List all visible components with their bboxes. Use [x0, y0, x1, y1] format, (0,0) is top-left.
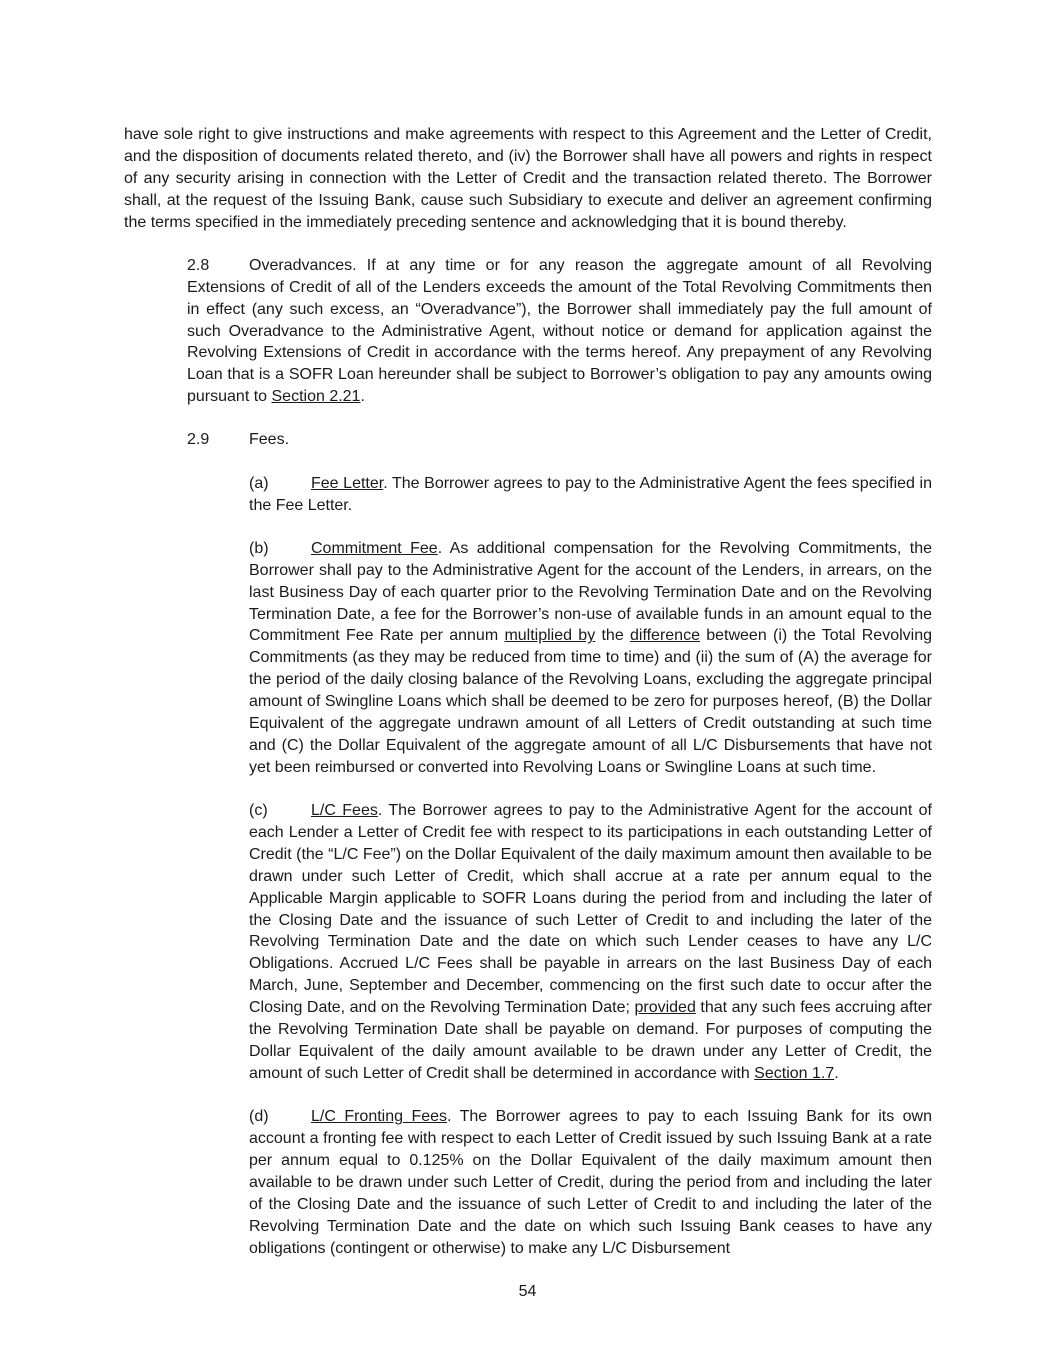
multiplied-by-term: multiplied by	[504, 627, 596, 645]
subsection-d-paragraph	[124, 1106, 932, 1259]
subsection-number: (d)	[249, 1108, 269, 1126]
section-2-21-reference: Section 2.21	[271, 388, 361, 406]
subsection-a-paragraph	[124, 473, 932, 517]
difference-term: difference	[629, 627, 700, 645]
subsection-c-paragraph	[124, 800, 932, 1085]
section-text-end: .	[360, 388, 365, 406]
subsection-text: . The Borrower agrees to pay to the Administrative Agent for the account of each Lender a Letter of Credit fee with respect to its participations in each outstanding Letter of Credit (the “L/C Fee”) on the Dollar Equivalent of the daily maximum amount then available to be drawn under such Letter of Credit, which shall accrue at a rate per annum equal to the Applicable Margin applicable to SOFR Loans during the period from and including the later of the Closing Date and the issuance of such Letter of Credit to and including the later of the Revolving Termination Date and the date on which such Lender ceases to have any L/C Obligations. Accrued L/C Fees shall be payable in arrears on the last Business Day of each March, June, September and December, commencing on the first such date to occur after the Closing Date, and on the Revolving Termination Date;	[249, 802, 933, 1017]
subsection-title: L/C Fronting Fees	[311, 1108, 448, 1126]
subsection-text: that any such fees accruing after the Revolving Termination Date shall be payable on demand. For purposes of computing the Dollar Equivalent of the daily amount available to be drawn under any Letter of Credit, the amount of such Letter of Credit shall be determined in accordance with	[249, 999, 933, 1082]
section-2-9-heading	[124, 429, 932, 451]
subsection-title: Fee Letter	[311, 474, 384, 492]
page-number: 54	[518, 1283, 537, 1300]
section-text: If at any time or for any reason the aggregate amount of all Revolving Extensions of Credit of all of the Lenders exceeds the amount of the Total Revolving Commitments then in effect (any such excess, an “Overadvance”), the Borrower shall immediately pay the full amount of such Overadvance to the Administrative Agent, without notice or demand for application against the Revolving Extensions of Credit in accordance with the terms hereof. Any prepayment of any Revolving Loan that is a SOFR Loan hereunder shall be subject to Borrower’s obligation to pay any amounts owing pursuant to	[187, 256, 932, 406]
subsection-number: (b)	[249, 539, 269, 557]
body-text	[124, 124, 932, 1281]
section-title: Overadvances.	[249, 256, 357, 274]
section-number: 2.8	[187, 256, 210, 274]
subsection-text: between (i) the Total Revolving Commitments (as they may be reduced from time to time) and (ii) the sum of (A) the average for the period of the daily closing balance of the Revolving Loans, excluding the aggregate principal amount of Swingline Loans which shall be deemed to be zero for purposes hereof, (B) the Dollar Equivalent of the aggregate undrawn amount of all Letters of Credit outstanding at such time and (C) the Dollar Equivalent of the aggregate amount of all L/C Disbursements that have not yet been reimbursed or converted into Revolving Loans or Swingline Loans at such time.	[249, 627, 933, 776]
subsection-title: Commitment Fee	[311, 539, 438, 557]
subsection-text-end: .	[834, 1064, 839, 1082]
intro-paragraph	[124, 124, 932, 234]
section-title: Fees.	[249, 431, 290, 449]
provided-term: provided	[634, 999, 696, 1017]
subsection-number: (a)	[249, 474, 269, 492]
subsection-text: . As additional compensation for the Revolving Commitments, the Borrower shall pay to the Administrative Agent for the account of the Lenders, in arrears, on the last Business Day of each quarter prior to the Revolving Termination Date and on the Revolving Termination Date, a fee for the Borrower’s non-use of available funds in an amount equal to the Commitment Fee Rate per annum	[249, 539, 933, 645]
subsection-title: L/C Fees	[311, 802, 378, 820]
section-2-8-paragraph	[124, 255, 932, 408]
subsection-b-paragraph	[124, 538, 932, 779]
subsection-text: . The Borrower agrees to pay to each Issuing Bank for its own account a fronting fee with respect to each Letter of Credit issued by such Issuing Bank at a rate per annum equal to 0.125% on the Dollar Equivalent of the daily maximum amount then available to be drawn under such Letter of Credit, during the period from and including the later of the Closing Date and the issuance of such Letter of Credit to and including the later of the Revolving Termination Date and the date on which such Issuing Bank ceases to have any obligations (contingent or otherwise) to make any L/C Disbursement	[249, 1108, 932, 1257]
section-1-7-reference: Section 1.7	[754, 1064, 835, 1082]
intro-text: have sole right to give instructions and make agreements with respect to this Agreement and the Letter of Credit, and the disposition of documents related thereto, and (iv) the Borrower shall have all powers and rights in respect of any security arising in connection with the Letter of Credit and the transaction related thereto. The Borrower shall, at the request of the Issuing Bank, cause such Subsidiary to execute and deliver an agreement confirming the terms specified in the immediately preceding sentence and acknowledging that it is bound thereby.	[124, 126, 932, 231]
subsection-number: (c)	[249, 802, 268, 820]
subsection-text: the	[595, 627, 630, 645]
subsection-text: . The Borrower agrees to pay to the Administrative Agent the fees specified in the Fee Letter.	[249, 474, 933, 514]
section-number: 2.9	[187, 431, 210, 449]
